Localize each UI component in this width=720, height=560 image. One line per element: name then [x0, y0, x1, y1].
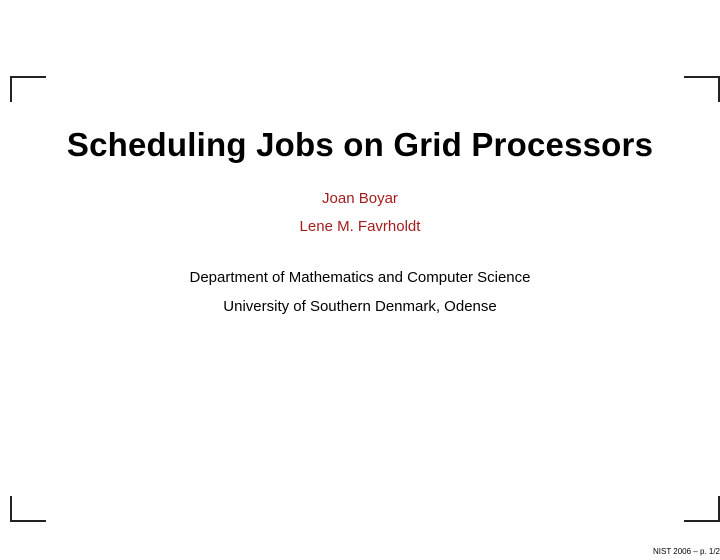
- frame-corner-bottom-right: [684, 496, 720, 522]
- author-name: Joan Boyar: [322, 190, 398, 207]
- slide-footer: NIST 2006 – p. 1/2: [652, 547, 720, 556]
- affiliation-university: University of Southern Denmark, Odense: [223, 298, 497, 315]
- author-name: Lene M. Favrholdt: [299, 218, 421, 235]
- affiliation-department: Department of Mathematics and Computer Science: [189, 269, 531, 286]
- frame-corner-top-left: [10, 76, 46, 102]
- frame-corner-top-right: [684, 76, 720, 102]
- frame-corner-bottom-left: [10, 496, 46, 522]
- slide-title: Scheduling Jobs on Grid Processors: [66, 126, 654, 163]
